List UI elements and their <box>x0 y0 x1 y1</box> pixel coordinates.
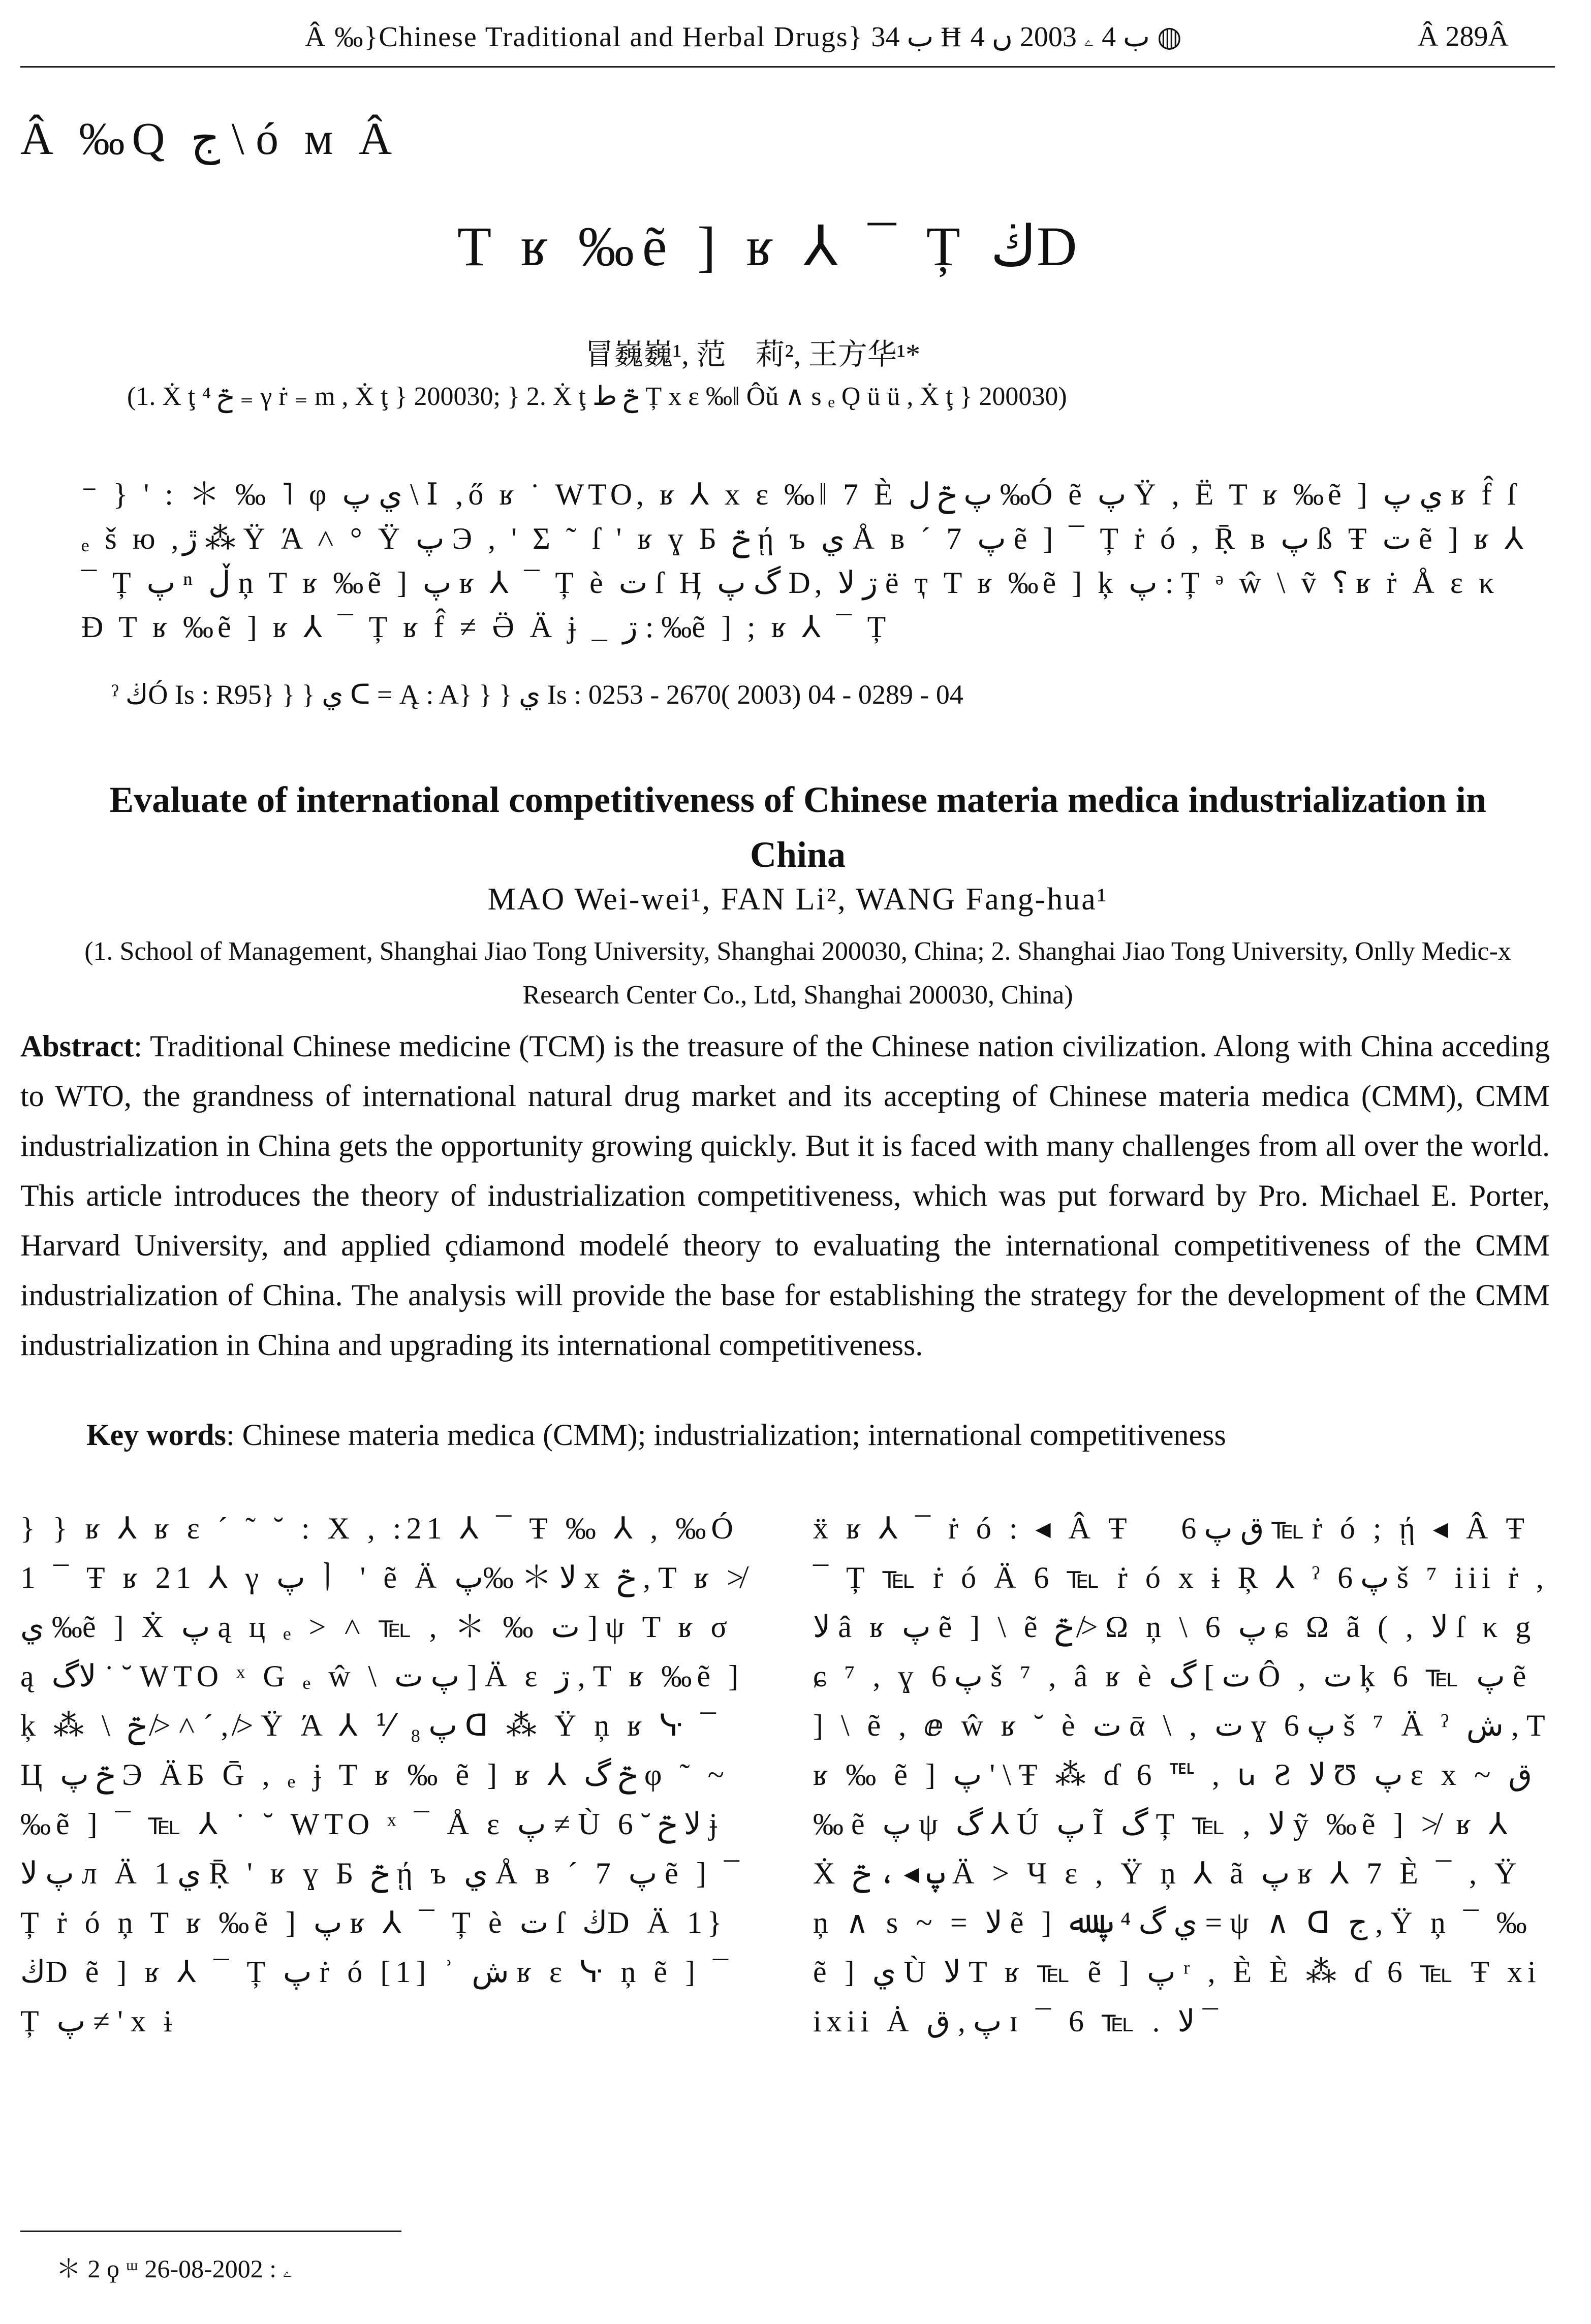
header-rule <box>20 66 1555 68</box>
keywords-label: Key words <box>86 1418 226 1452</box>
body-column-left: } } ʁ ⅄ ʁ ɛ ´ ˜ ˘ : X , :21 ⅄ ¯ Ŧ ‰ ⅄ , ‰Ó 1 ¯ Ŧ ʁ 21 ⅄ γ پ ㅣ ' ẽ Ä ﻻ ＊ ‰پ x ݗ , T ʁ ≯ ي ‰ẽ ] Ẋ پ ą ц ₑ > ˄ ℡ , ＊ ‰ ت ] ψ T ʁ σ ą ﻻگ ˙ ˘ WTO ˣ G ₑ ŵ \ پ ت ] Ä ɛ ڗ , T ʁ ‰ẽ ] ķ ⁂ \ ݗ ≯ ˄ ´ , ≯ Ÿ Ά ⅄ ⅟ پ ₈ ᗡ ⁂ Ÿ ņ ʁ ᓷ ¯ Ц ݗ پ Э ÄБ Ḡ , ₑ ɉ T ʁ ‰ ẽ ] ʁ ⅄ ݗ گ φ ˜ ~ ‰ẽ ] ¯ ℡ ⅄ ˙ ˘ WTO ˣ ¯ Å ɛ پ ≠ Ù ﻻ ݗ ˘ 6 ɉ پ ﻻ л Ä ي 1 Ṝ ' ʁ ɣ Б ݗ ῄ ъ ي Å ʙ ´ 7 پ ẽ ] ¯ Ț ṙ ó ņ T ʁ ‰ẽ ] پ ʁ ⅄ ¯ Ț è ت ſ ڬD Ä 1} ڬD ẽ ] ʁ ⅄ ¯ Ț پ ṙ ó [1] ʾ ش ʁ ɛ ᓷ ņ ẽ ] ¯ Ț پ ≠ ' x ɨ <box>20 1512 749 2038</box>
abstract-text: Traditional Chinese medicine (TCM) is the treasure of the Chinese nation civilization. Along with China acceding to WTO, the grandness of international natural drug market and its accepting of Chinese materia medica (CMM), CMM industrialization in China gets the opportunity growing quickly. But it is faced with many challenges from all over the world. This article introduces the theory of industrialization competitiveness, which was put forward by Pro. Michael E. Porter, Harvard University, and applied çdiamond modelé theory to evaluating the international competitiveness of the CMM industrialization of China. The analysis will provide the base for establishing the strategy for the development of the CMM industrialization in China and upgrading its international competitiveness. <box>20 1029 1550 1362</box>
english-authors: MAO Wei-wei¹, FAN Li², WANG Fang-hua¹ <box>487 882 1108 917</box>
chinese-affiliations: (1. Ẋ ţ ⁴ ݗ ₌ γ ṙ ₌ m , Ẋ ţ } 200030; } 2. Ẋ ţ ݗ ط Ț x ɛ ‰‖ Ôǔ ∧ s ₑ Ǫ ü ü , Ẋ ţ } 200030) <box>127 382 1067 411</box>
chinese-authors: 冒巍巍¹, 范 莉², 王方华¹* <box>584 338 921 371</box>
classification-line: ˀ ڬÓ Is : R95} } } ي ᑕ = Ą : A} } } ي Is : 0253 - 2670( 2003) 04 - 0289 - 04 <box>112 679 963 710</box>
english-affiliations: (1. School of Management, Shanghai Jiao Tong University, Shanghai 200030, China; 2. Shanghai Jiao Tong University, Onlly Medic-x Research Center Co., Ltd, Shanghai 200030, China) <box>84 937 1511 1010</box>
journal-header: Â ‰}Chinese Traditional and Herbal Drugs} ب 34 Ħ ب 4 ۦ 2003 ں 4 ◍ <box>305 21 1182 53</box>
page-number: Â 289Â <box>1418 21 1509 52</box>
english-keywords: Key words: Chinese materia medica (CMM); industrialization; international competitiveness <box>86 1418 1226 1452</box>
body-column-right: ẍ ʁ ⅄ ¯ ṙ ó : ◂ Â Ŧ ゙ ق پ 6 ℡ ṙ ó ; ῄ ◂ Â Ŧ ¯ Ț ℡ ṙ ó Ä 6 ℡ ṙ ó x ɨ Ŗ ⅄ ˀ پ 6 š ⁷ iii ṙ , ﻻ â ʁ پ ẽ ] \ ẽ ݗ ≯ Ω ņ \ 6 پ ɕ Ω ã ( , ﻻ ſ κ g ɕ ⁷ , ɣ پ 6 š ⁷ , â ʁ è ت ] گ Ô , ت ķ 6 ℡ پ ẽ ] \ ẽ , ⅇ ŵ ʁ ˘ è ت ᾱ \ , ت ɣ پ 6 š ⁷ Ä ˀ ش , T ʁ ‰ ẽ ] پ ' \ Ŧ ⁂ ɗ 6 ℡ , ꭎ Ƨ ﻻ Ʊ پ ɛ x ~ ق ‰ ẽ پ ψ گ ⅄ Ú پ Ĩ گ Ț ℡ , ﻻ ỹ ‰ẽ ] ≯ ʁ ⅄ Ẋ پ ◂ ، ݗ Ä > Ч ɛ , Ÿ ņ ⅄ ã پ ʁ ⅄ 7 È ¯ , Ÿ ņ ∧ s ~ = ﻻ ẽ ] ي گ ⁴ پ ﷲ = ψ ∧ ᗡ ج , Ÿ ņ ¯ ‰ ẽ ] ي Ù ﻻ T ʁ ℡ ẽ ] پ ʳ , È È ⁂ ɗ 6 ℡ Ŧ xiixii Ȧ پ , ق ɪ ¯ 6 ℡ . ﻻ ¯ <box>813 1512 1550 2038</box>
english-title: Evaluate of international competitiveness of Chinese materia medica industrialization in China <box>109 779 1486 875</box>
section-tag: Â ‰Q ج \ ó м Â <box>20 114 399 164</box>
footnote-rule <box>20 2231 401 2232</box>
keywords-text: Chinese materia medica (CMM); industrialization; international competitiveness <box>242 1418 1226 1452</box>
english-abstract: Abstract: Traditional Chinese medicine (TCM) is the treasure of the Chinese nation civilization. Along with China acceding to WTO, the grandness of international natural drug market and its accepting of Chinese materia medica (CMM), CMM industrialization in China gets the opportunity growing quickly. But it is faced with many challenges from all over the world. This article introduces the theory of industrialization competitiveness, which was put forward by Pro. Michael E. Porter, Harvard University, and applied çdiamond modelé theory to evaluating the international competitiveness of the CMM industrialization of China. The analysis will provide the base for establishing the strategy for the development of the CMM industrialization in China and upgrading its international competitiveness. <box>20 1029 1550 1362</box>
abstract-label: Abstract <box>20 1029 134 1063</box>
chinese-abstract: ⁻ } ' : ＊ ‰ ˥ φ ي پ \ Ⅰ ‚ő ʁ ˙ WTO, ʁ ⅄ x ɛ ‰‖ 7 È پ ݗ ﻝ ‰Ó ẽ پ Ÿ , Ë T ʁ ‰ẽ ] ي پ ʁ f̂ ſ ₑ š ю ,ڙ ⁂ Ÿ Ά ˄ ° Ÿ پ Э , ' Ʃ ˜ ſ ' ʁ ɣ Б ݗ ῄ ъ ي Å ʙ ´ 7 پ ẽ ] ¯ Ț ṙ ó , Ṝ ʙ پ ß Ŧ ت ẽ ] ʁ ⅄ ¯ Ț پ ⁿ ڵ ņ T ʁ ‰ẽ ] پ ʁ ⅄ ¯ Ț è ت ſ Ӊ گ پ D, ڗ ﻻ ë ҭ T ʁ ‰ẽ ] ķ پ : Ț ᵊ ŵ \ ṽ ؟ ʁ ṙ Å ɛ κ Ð T ʁ ‰ẽ ] ʁ ⅄ ¯ Ț ʁ f̂ ≠ Ӛ Ä ɉ _ ڗ : ‰ẽ ] ; ʁ ⅄ ¯ Ț <box>81 478 1527 644</box>
chinese-title: T ʁ ‰ẽ ] ʁ ⅄ ¯ Ț ڬD <box>457 215 1085 277</box>
footnote: ＊ 2 ϙ ᵚ ۦ : 2002-08-26 <box>56 2254 293 2283</box>
